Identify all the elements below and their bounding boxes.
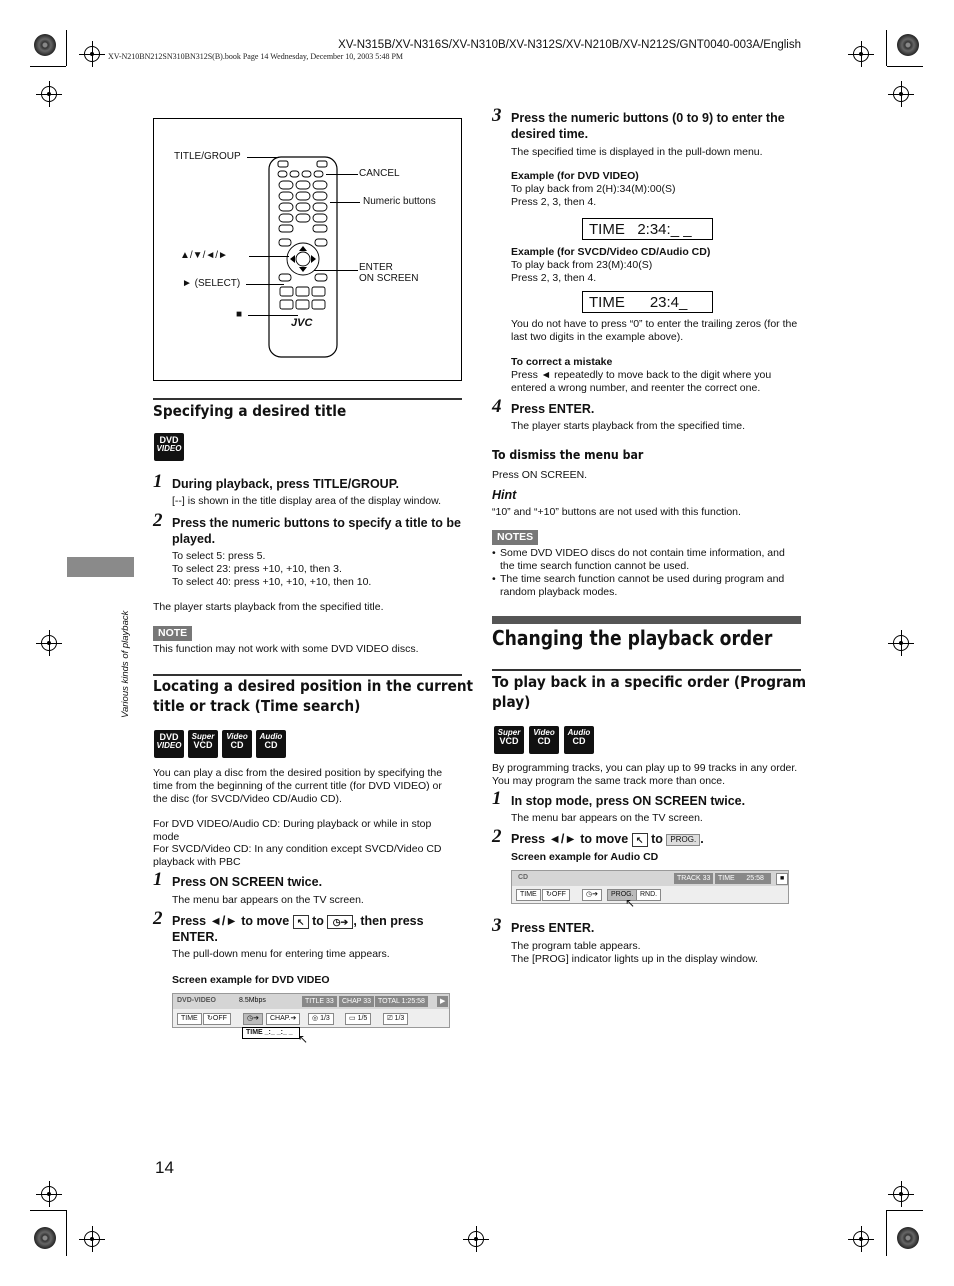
step-number: 2	[153, 510, 163, 531]
side-tab-bar	[67, 557, 134, 577]
side-tab-label: Various kinds of playback	[120, 610, 131, 718]
section-rule	[153, 674, 462, 676]
screen-time-pulldown: TIME _:_ _:_ _	[242, 1027, 300, 1039]
screen-stop-icon: ■	[776, 873, 788, 885]
screen-time-button: TIME	[516, 889, 541, 901]
step-note: The player starts playback from the specified time.	[511, 420, 746, 432]
time-entry-box: TIME 2:34:_ _	[582, 218, 713, 240]
step-number: 1	[153, 471, 163, 492]
step-number: 2	[153, 908, 163, 929]
step-text	[172, 913, 462, 946]
body-text: For DVD VIDEO/Audio CD: During playback or while in stop mode	[153, 818, 432, 844]
note-label: NOTE	[153, 626, 192, 641]
crosshair-mark	[36, 630, 62, 656]
step-number: 4	[492, 396, 502, 417]
section-title-time-search-l2: title or track (Time search)	[153, 697, 361, 715]
body-text: The player starts playback from the specified title.	[153, 601, 384, 613]
remote-label-select: ► (SELECT)	[182, 278, 241, 289]
screen-angle-button: ⎚ 1/3	[383, 1013, 408, 1025]
step-note: To select 5: press 5. To select 23: press +10, +10, then 3. To select 40: press +10, +10, +10, then 10.	[172, 550, 372, 589]
step-note: The specified time is displayed in the pull-down menu.	[511, 146, 763, 158]
time-entry-box: TIME 23:4_	[582, 291, 713, 313]
audio-cd-logo: Audio CD	[256, 730, 286, 758]
screen-audio-button: ◎ 1/3	[308, 1013, 334, 1025]
hint-text: “10” and “+10” buttons are not used with this function.	[492, 506, 741, 518]
screen-chap-chip: CHAP 33	[339, 996, 374, 1007]
callout-line	[330, 202, 360, 203]
subsection-title-l1: To play back in a specific order (Program	[492, 673, 807, 691]
screen-example-label: Screen example for Audio CD	[511, 851, 659, 863]
example-label: Example (for DVD VIDEO)	[511, 170, 639, 182]
example-label: Example (for SVCD/Video CD/Audio CD)	[511, 246, 711, 258]
step-number: 1	[153, 869, 163, 890]
body-text: For SVCD/Video CD: In any condition except SVCD/Video CD playback with PBC	[153, 843, 442, 869]
example-text: To play back from 23(M):40(S) Press 2, 3, then 4.	[511, 259, 653, 285]
step-text: Press ON SCREEN twice.	[172, 875, 323, 889]
registration-disc-top-right	[897, 34, 919, 56]
crosshair-mark	[79, 1226, 105, 1252]
example-text: To play back from 2(H):34(M):00(S) Press 2, 3, then 4.	[511, 183, 676, 209]
step-text-part: Press ◄/► to move	[172, 914, 290, 928]
crosshair-mark	[848, 1226, 874, 1252]
screen-rnd-button: RND.	[636, 889, 661, 901]
crop-line	[887, 66, 923, 67]
step-text: Press ENTER.	[511, 921, 595, 935]
header-book-info: XV-N210BN212SN310BN312S(B).book Page 14 Wednesday, December 10, 2003 5:48 PM	[108, 52, 404, 61]
remote-label-cancel: CANCEL	[359, 168, 400, 179]
prog-chip: PROG.	[666, 834, 700, 846]
screen-bitrate: 8.5Mbps	[239, 997, 266, 1004]
screen-repeat-button: ↻OFF	[542, 889, 570, 901]
step-text-part: , then press ENTER.	[172, 914, 424, 945]
crop-line	[887, 1210, 923, 1211]
video-cd-logo: Video CD	[222, 730, 252, 758]
remote-label-arrows: ▲/▼/◄/►	[180, 250, 228, 261]
screen-disc-type: DVD-VIDEO	[177, 997, 216, 1004]
step-number: 3	[492, 105, 502, 126]
cursor-icon: ↖	[298, 1032, 309, 1046]
cd-menu-bar-screen	[511, 870, 789, 904]
crosshair-mark	[888, 81, 914, 107]
step-text: During playback, press TITLE/GROUP.	[172, 477, 399, 491]
body-text: You do not have to press “0” to enter the trailing zeros (for the last two digits in the example above).	[511, 318, 798, 344]
registration-disc-bottom-right	[897, 1227, 919, 1249]
dvd-menu-bar-screen	[172, 993, 450, 1028]
step-text-part: Press ◄/► to move	[511, 832, 629, 846]
correct-label: To correct a mistake	[511, 356, 613, 368]
step-text: In stop mode, press ON SCREEN twice.	[511, 794, 746, 808]
screen-chap-search-button: CHAP.➔	[266, 1013, 300, 1025]
body-text: You can play a disc from the desired position by specifying the time from the beginning of the current title (for DVD VIDEO) or the disc (for SVCD/Video CD/Audio CD).	[153, 767, 443, 806]
body-text: Press ON SCREEN.	[492, 469, 588, 481]
registration-disc-bottom-left	[34, 1227, 56, 1249]
remote-label-stop: ■	[236, 309, 243, 320]
audio-cd-logo: Audio CD	[564, 726, 594, 754]
remote-illustration	[153, 118, 462, 381]
step-text: Press the numeric buttons to specify a title to be played.	[172, 516, 461, 547]
cursor-icon: ↖	[293, 915, 309, 929]
note-text: This function may not work with some DVD VIDEO discs.	[153, 643, 419, 655]
correct-text: Press ◄ repeatedly to move back to the digit where you entered a wrong number, and reenter the correct one.	[511, 369, 772, 395]
screen-time-button: TIME	[177, 1013, 202, 1025]
callout-line	[247, 157, 279, 158]
note-item: • Some DVD VIDEO discs do not contain time information, and the time search function cannot be used.	[492, 547, 800, 573]
notes-label: NOTES	[492, 530, 538, 545]
hint-label: Hint	[492, 488, 517, 502]
subsection-title-l2: play)	[492, 693, 531, 711]
crop-line	[66, 1210, 67, 1256]
notes-list	[492, 547, 800, 599]
step-text: Press the numeric buttons (0 to 9) to enter the desired time.	[511, 111, 785, 142]
screen-disc-type: CD	[518, 874, 529, 881]
section-title-specifying: Specifying a desired title	[153, 402, 347, 420]
header-models: XV-N315B/XV-N316S/XV-N310B/XV-N312S/XV-N210B/XV-N212S/GNT0040-003A/English	[338, 39, 801, 51]
crosshair-mark	[36, 81, 62, 107]
crosshair-mark	[848, 41, 874, 67]
crop-line	[30, 66, 66, 67]
crosshair-mark	[463, 1226, 489, 1252]
callout-line	[246, 284, 284, 285]
crosshair-mark	[888, 630, 914, 656]
screen-repeat-button: ↻OFF	[203, 1013, 231, 1025]
callout-line	[248, 315, 298, 316]
crop-line	[886, 1210, 887, 1256]
super-vcd-logo: Super VCD	[494, 726, 524, 754]
step-note: [--] is shown in the title display area of the display window.	[172, 495, 442, 507]
crosshair-mark	[36, 1181, 62, 1207]
step-text-part: to	[651, 832, 663, 846]
crosshair-mark	[888, 1181, 914, 1207]
screen-play-icon: ▶	[437, 996, 448, 1007]
super-vcd-logo: Super VCD	[188, 730, 218, 758]
step-note: The menu bar appears on the TV screen.	[172, 894, 364, 906]
section-rule	[492, 669, 801, 671]
cursor-icon: ↖	[625, 896, 636, 910]
remote-label-numeric: Numeric buttons	[363, 196, 436, 207]
screen-time-search-button: ◷➔	[243, 1013, 263, 1025]
section-rule	[153, 398, 462, 400]
remote-label-on-screen: ON SCREEN	[359, 273, 419, 284]
screen-time-search-button: ◷➔	[582, 889, 602, 901]
step-note: The program table appears. The [PROG] indicator lights up in the display window.	[511, 940, 758, 966]
callout-line	[326, 174, 358, 175]
screen-prog-button: PROG.	[607, 889, 638, 901]
step-text: Press ◄/► to move ↖ to PROG. .	[511, 832, 704, 846]
step-note: The pull-down menu for entering time appears.	[172, 948, 390, 960]
screen-subtitle-button: ▭ 1/5	[345, 1013, 371, 1025]
step-text-part: to	[312, 914, 324, 928]
dvd-video-logo: DVD VIDEO	[154, 730, 184, 758]
screen-track-chip: TRACK 33	[674, 873, 713, 884]
video-cd-logo: Video CD	[529, 726, 559, 754]
remote-label-title-group: TITLE/GROUP	[174, 151, 241, 162]
section-rule-thick	[492, 616, 801, 624]
step-number: 3	[492, 915, 502, 936]
body-text: By programming tracks, you can play up to 99 tracks in any order. You may program the same track more than once.	[492, 762, 798, 788]
cursor-icon: ↖	[632, 833, 648, 847]
section-title-time-search-l1: Locating a desired position in the current	[153, 677, 474, 695]
remote-label-enter: ENTER	[359, 262, 393, 273]
callout-line	[249, 256, 289, 257]
screen-total-chip: TOTAL 1:25:58	[375, 996, 428, 1007]
screen-example-label: Screen example for DVD VIDEO	[172, 974, 330, 986]
step-text: Press ENTER.	[511, 402, 595, 416]
crop-line	[30, 1210, 66, 1211]
section-title-playback-order: Changing the playback order	[492, 626, 773, 650]
step-number: 2	[492, 826, 502, 847]
step-number: 1	[492, 788, 502, 809]
page-number: 14	[155, 1158, 174, 1177]
time-search-icon: ◷➔	[327, 915, 353, 929]
remote-brand-logo: JVC	[291, 317, 313, 329]
note-item: • The time search function cannot be used during program and random playback modes.	[492, 573, 800, 599]
callout-line	[314, 270, 358, 271]
crop-line	[886, 30, 887, 66]
screen-time-chip: TIME 25:58	[715, 873, 771, 884]
screen-title-chip: TITLE 33	[302, 996, 337, 1007]
dvd-video-logo: DVD VIDEO	[154, 433, 184, 461]
step-note: The menu bar appears on the TV screen.	[511, 812, 703, 824]
dismiss-title: To dismiss the menu bar	[492, 447, 644, 462]
